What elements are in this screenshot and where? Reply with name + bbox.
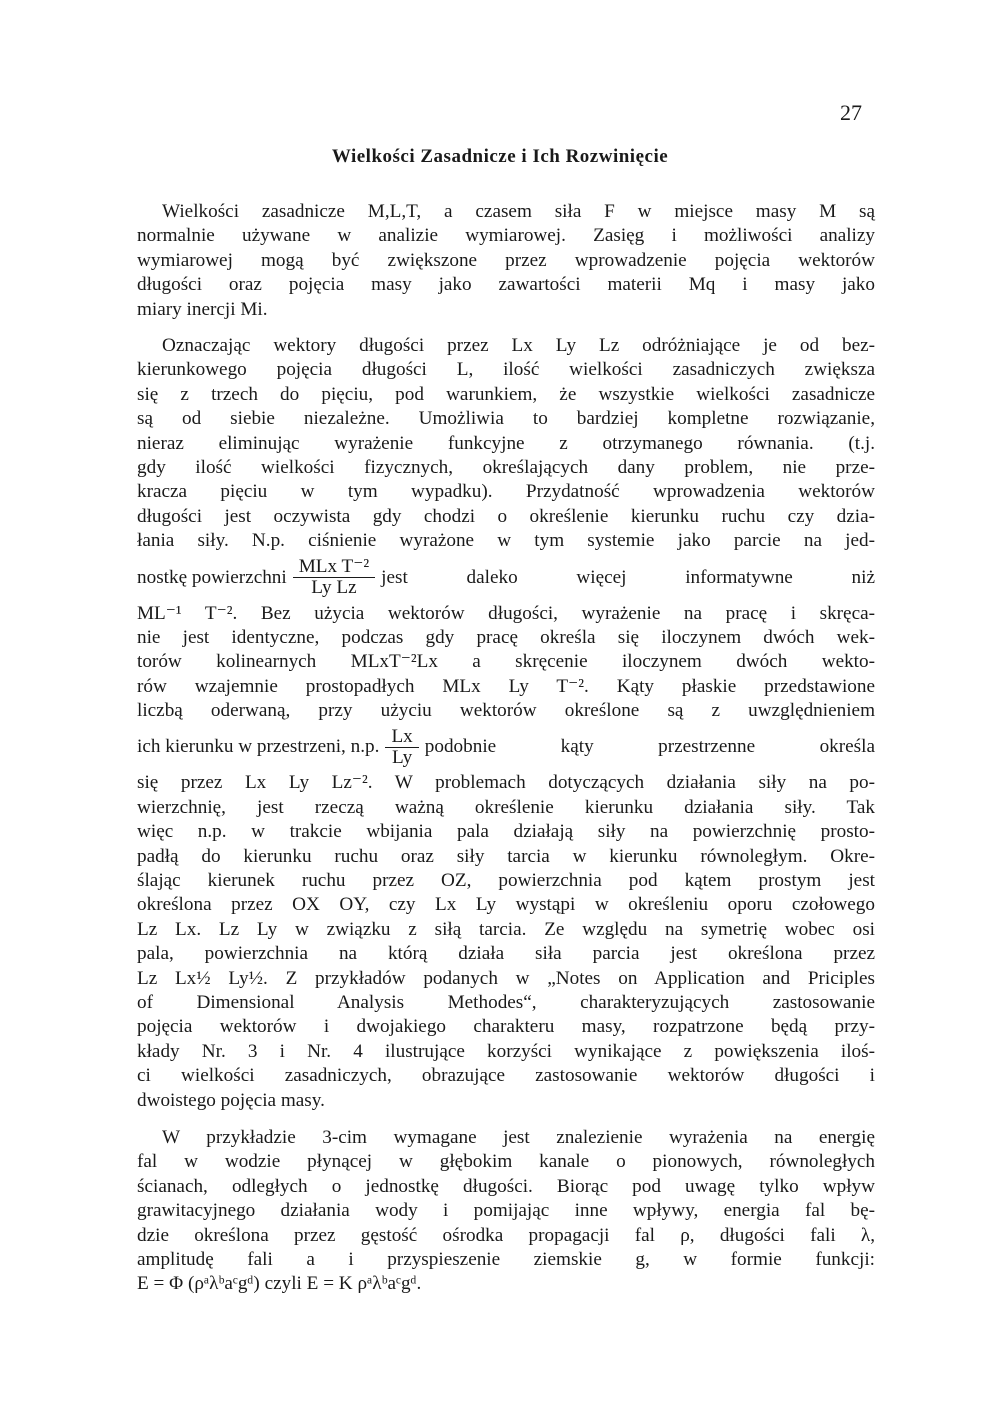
text-fragment: nostkę powierzchni	[137, 566, 287, 588]
text-line: wierzchnię, jest rzeczą ważną określenie kierunku działania siły. Tak	[137, 796, 875, 818]
fraction-numerator: MLx T⁻²	[293, 557, 375, 578]
fraction-denominator: Ly	[391, 746, 413, 768]
text-line: kłady Nr. 3 i Nr. 4 ilustrujące korzyści wynikające z powiększenia iloś-	[137, 1040, 875, 1062]
pressure-fraction	[293, 557, 375, 598]
text-line: of Dimensional Analysis Methodes“, charakteryzujących zastosowanie	[137, 991, 875, 1013]
text-line: długości oraz pojęcia masy jako zawartości materii Mq i masy jako	[137, 274, 875, 296]
text-line: pojęcia wektorów i dwojakiego charakteru masy, rozpatrzone będą przy-	[137, 1016, 875, 1038]
text-line: rów wzajemnie prostopadłych MLx Ly T⁻². Kąty płaskie przedstawione	[137, 675, 875, 697]
text-line: kracza pięciu w tym wypadku). Przydatność wprowadzenia wektorów	[137, 481, 875, 503]
text-line: Lz Lx½ Ly½. Z przykładów podanych w „Notes on Application and Priciples	[137, 967, 875, 989]
fraction-line	[137, 723, 875, 771]
text-line: ci wielkości zasadniczych, obrazujące zastosowanie wektorów długości i	[137, 1065, 875, 1087]
fraction-line	[137, 554, 875, 602]
text-line: ML⁻¹ T⁻². Bez użycia wektorów długości, wyrażenie na pracę i skręca-	[137, 602, 875, 624]
text-line: nieraz eliminując wyrażenie funkcyjne z otrzymanego równania. (t.j.	[137, 432, 875, 454]
text-line: fal w wodzie płynącej w głębokim kanale o pionowych, równoległych	[137, 1151, 875, 1173]
page-number: 27	[840, 100, 862, 125]
text-line: są od siebie niezależne. Umożliwia to bardziej kompletne rozwiązanie,	[137, 408, 875, 430]
text-line: gdy ilość wielkości fizycznych, określających dany problem, nie prze-	[137, 456, 875, 478]
paragraph-2	[137, 334, 875, 1113]
text-line: padłą do kierunku ruchu oraz siły tarcia w kierunku równoległym. Okre-	[137, 845, 875, 867]
text-line: się przez Lx Ly Lz⁻². W problemach dotyczących działania siły na po-	[137, 772, 875, 794]
text-line: liczbą oderwaną, przy użyciu wektorów określone są z uwzględnieniem	[137, 700, 875, 722]
text-line: ścianach, odległych o jednostkę długości. Biorąc pod uwagę tylko wpływ	[137, 1175, 875, 1197]
angle-fraction	[385, 727, 418, 768]
paragraph-1	[137, 200, 875, 322]
text-line: pala, powierzchnia na którą działa siła parcia jest określona przez	[137, 943, 875, 965]
text-line: miary inercji Mi.	[137, 298, 268, 320]
fraction-numerator: Lx	[385, 727, 418, 748]
text-line: się z trzech do pięciu, pod warunkiem, że wszystkie wielkości zasadnicze	[137, 383, 875, 405]
text-line: kierunkowego pojęcia długości L, ilość wielkości zasadniczych zwiększa	[137, 359, 875, 381]
text-line: długości jest oczywista gdy chodzi o określenie kierunku ruchu czy dzia-	[137, 505, 875, 527]
text-line: torów kolinearnych MLxT⁻²Lx a skręcenie iloczynem dwóch wekto-	[137, 651, 875, 673]
text-line: amplitudę fali a i przyspieszenie ziemskie g, w formie funkcji:	[137, 1248, 875, 1270]
text-line: dzie określona przez gęstość ośrodka propagacji fal ρ, długości fali λ,	[137, 1224, 875, 1246]
text-fragment: jest daleko więcej informatywne niż	[381, 566, 875, 588]
paragraph-3	[137, 1126, 875, 1297]
fraction-denominator: Ly Lz	[311, 577, 357, 599]
text-fragment: podobnie kąty przestrzenne określa	[424, 736, 875, 758]
text-line: wymiarowej mogą być zwiększone przez wprowadzenie pojęcia wektorów	[137, 249, 875, 271]
text-line: łania siły. N.p. ciśnienie wyrażone w tym systemie jako parcie na jed-	[137, 530, 875, 552]
formula-line: E = Φ (ρᵃλᵇaᶜgᵈ) czyli E = K ρᵃλᵇaᶜgᵈ.	[137, 1273, 422, 1295]
text-line: ślając kierunek ruchu przez OZ, powierzchnia pod kątem prostym jest	[137, 870, 875, 892]
text-line: normalnie używane w analizie wymiarowej. Zasięg i możliwości analizy	[137, 225, 875, 247]
text-line: Lz Lx. Lz Ly w związku z siłą tarcia. Ze względu na symetrię wobec osi	[137, 918, 875, 940]
text-line: Wielkości zasadnicze M,L,T, a czasem siła F w miejsce masy M są	[162, 201, 875, 222]
text-line: W przykładzie 3-cim wymagane jest znalezienie wyrażenia na energię	[162, 1127, 875, 1148]
text-line: Oznaczając wektory długości przez Lx Ly Lz odróżniające je od bez-	[162, 335, 875, 356]
text-line: dwoistego pojęcia masy.	[137, 1089, 325, 1111]
text-fragment: ich kierunku w przestrzeni, n.p.	[137, 736, 380, 758]
text-line: określona przez OX OY, czy Lx Ly wystąpi w określeniu oporu czołowego	[137, 894, 875, 916]
page-title: Wielkości Zasadnicze i Ich Rozwinięcie	[331, 146, 669, 167]
text-line: więc n.p. w trakcie wbijania pala działają siły na powierzchnię prosto-	[137, 821, 875, 843]
text-line: nie jest identyczne, podczas gdy pracę określa się iloczynem dwóch wek-	[137, 626, 875, 648]
text-line: grawitacyjnego działania wody i pomijając inne wpływy, energia fal bę-	[137, 1200, 875, 1222]
